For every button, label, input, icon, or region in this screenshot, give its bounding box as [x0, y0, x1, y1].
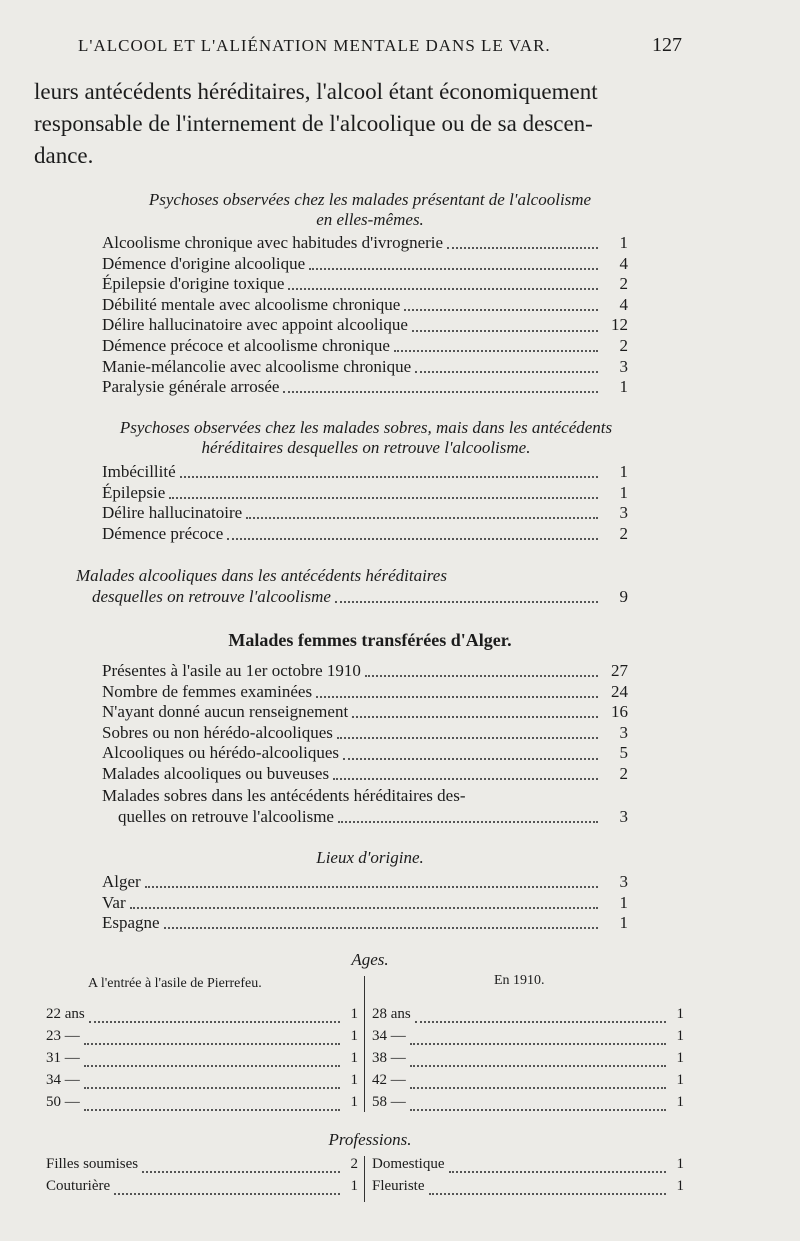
section4-row	[102, 682, 628, 703]
section1-row-value: 4	[619, 294, 628, 314]
intro-line: dance.	[34, 143, 94, 168]
age-entry-row-label: 22 ans	[46, 1006, 85, 1022]
section4-row	[102, 723, 628, 744]
origin-row	[102, 893, 628, 914]
section3-value: 9	[619, 586, 628, 606]
leader-dots	[338, 821, 598, 823]
section1-heading-line: en elles-mêmes.	[316, 210, 424, 229]
section1-row-value: 1	[619, 377, 628, 397]
leader-dots	[84, 1087, 340, 1089]
age-entry-row	[46, 1072, 358, 1094]
leader-dots	[283, 391, 598, 393]
leader-dots	[130, 907, 598, 909]
section2-row-label: Démence précoce	[102, 523, 224, 543]
section4-row-value: 27	[611, 661, 628, 680]
profession-row-value: 1	[676, 1156, 684, 1172]
age-1910-row-label: 58 —	[372, 1094, 406, 1110]
section2-row-label: Épilepsie	[102, 482, 166, 502]
section2-row-label: Délire hallucinatoire	[102, 503, 243, 523]
section1-row	[102, 336, 628, 357]
age-entry-row	[46, 1050, 358, 1072]
age-1910-row	[372, 1006, 684, 1028]
section4-row	[102, 661, 628, 682]
ages-right-caption: En 1910.	[494, 973, 545, 988]
section1-heading-line: Psychoses observées chez les malades présentant de l'alcoolisme	[148, 190, 592, 209]
age-entry-row	[46, 1028, 358, 1050]
age-1910-row-label: 38 —	[372, 1050, 406, 1066]
leader-dots	[429, 1193, 667, 1195]
professions-right-list	[372, 1156, 684, 1200]
leader-dots	[365, 675, 598, 677]
leader-dots	[114, 1193, 340, 1195]
leader-dots	[337, 737, 598, 739]
section2-row-value: 3	[619, 503, 628, 523]
section1-heading	[60, 190, 680, 230]
running-head	[78, 36, 682, 56]
leader-dots	[415, 371, 598, 373]
age-entry-row	[46, 1094, 358, 1116]
section4-row-value: 3	[619, 722, 628, 742]
section4-wrap-line: Malades sobres dans les antécédents héréditaires des-	[102, 786, 466, 805]
section4-list	[102, 661, 628, 785]
leader-dots	[415, 1021, 666, 1023]
leader-dots	[145, 886, 598, 888]
section4-row-label: Alcooliques ou hérédo-alcooliques	[102, 743, 339, 763]
section4-row-value: 2	[619, 763, 628, 783]
professions-heading: Professions.	[328, 1130, 412, 1149]
age-entry-row-label: 31 —	[46, 1050, 80, 1066]
origin-row	[102, 913, 628, 934]
intro-line: responsable de l'internement de l'alcoolique ou de sa descen-	[34, 111, 593, 136]
section4-row-value: 24	[611, 681, 628, 701]
section1-row-value: 1	[619, 233, 628, 252]
section3-line: Malades alcooliques dans les antécédents héréditaires	[76, 566, 447, 585]
origins-heading: Lieux d'origine.	[316, 848, 424, 867]
ages-left-list	[46, 1006, 358, 1116]
age-1910-row-label: 34 —	[372, 1028, 406, 1044]
section4-wrap-label: quelles on retrouve l'alcoolisme	[118, 806, 334, 826]
section3-entry	[76, 566, 628, 607]
section4-row	[102, 764, 628, 785]
age-entry-row	[46, 1006, 358, 1028]
section1-row-label: Paralysie générale arrosée	[102, 377, 280, 397]
section1-row-value: 12	[611, 315, 628, 335]
section4-row-label: Présentes à l'asile au 1er octobre 1910	[102, 661, 361, 680]
profession-row-value: 2	[350, 1156, 358, 1172]
age-entry-row-value: 1	[350, 1094, 358, 1110]
leader-dots	[333, 778, 598, 780]
section1-row-value: 3	[619, 356, 628, 376]
leader-dots	[394, 350, 598, 352]
section2-heading-line: héréditaires desquelles on retrouve l'alcoolisme.	[201, 438, 531, 457]
leader-dots	[142, 1171, 340, 1173]
section1-row	[102, 233, 628, 254]
section4-row	[102, 702, 628, 723]
profession-row	[372, 1156, 684, 1178]
profession-row	[372, 1178, 684, 1200]
section2-row-value: 1	[619, 462, 628, 481]
section2-row-value: 2	[619, 523, 628, 543]
leader-dots	[227, 538, 598, 540]
section2-row	[102, 462, 628, 483]
leader-dots	[84, 1109, 340, 1111]
age-entry-row-value: 1	[350, 1072, 358, 1088]
leader-dots	[447, 247, 598, 249]
age-1910-row-value: 1	[676, 1094, 684, 1110]
section2-row	[102, 524, 628, 545]
age-1910-row	[372, 1072, 684, 1094]
origins-list	[102, 872, 628, 934]
leader-dots	[309, 268, 598, 270]
age-1910-row-value: 1	[676, 1028, 684, 1044]
profession-row-label: Domestique	[372, 1156, 445, 1172]
section2-row-value: 1	[619, 482, 628, 502]
age-entry-row-value: 1	[350, 1006, 358, 1022]
section4-row-label: Malades alcooliques ou buveuses	[102, 763, 330, 783]
ages-left-caption: A l'entrée à l'asile de Pierrefeu.	[88, 976, 262, 991]
intro-paragraph	[34, 76, 682, 172]
section4-row-label: N'ayant donné aucun renseignement	[102, 702, 349, 722]
age-1910-row-value: 1	[676, 1006, 684, 1022]
profession-row-label: Fleuriste	[372, 1178, 425, 1194]
leader-dots	[316, 696, 598, 698]
leader-dots	[169, 497, 598, 499]
age-1910-row-label: 42 —	[372, 1072, 406, 1088]
leader-dots	[343, 758, 598, 760]
section4-row-label: Nombre de femmes examinées	[102, 681, 313, 701]
age-entry-row-value: 1	[350, 1050, 358, 1066]
origin-row-label: Espagne	[102, 913, 160, 933]
age-1910-row-value: 1	[676, 1050, 684, 1066]
age-entry-row-label: 50 —	[46, 1094, 80, 1110]
professions-left-list	[46, 1156, 358, 1200]
profession-row	[46, 1156, 358, 1178]
profession-row-value: 1	[350, 1178, 358, 1194]
section4-wrap-row	[102, 807, 628, 828]
ages-right-list	[372, 1006, 684, 1116]
section1-row-label: Délire hallucinatoire avec appoint alcoolique	[102, 315, 408, 335]
age-entry-row-value: 1	[350, 1028, 358, 1044]
age-1910-row-value: 1	[676, 1072, 684, 1088]
leader-dots	[410, 1065, 666, 1067]
leader-dots	[84, 1065, 340, 1067]
intro-line: leurs antécédents héréditaires, l'alcool étant économiquement	[34, 79, 598, 104]
leader-dots	[288, 288, 598, 290]
origin-row-value: 1	[619, 913, 628, 933]
section4-row-label: Sobres ou non hérédo-alcooliques	[102, 722, 333, 742]
section4-row	[102, 743, 628, 764]
section1-row-label: Démence d'origine alcoolique	[102, 253, 306, 273]
age-entry-row-label: 34 —	[46, 1072, 80, 1088]
leader-dots	[410, 1087, 666, 1089]
section1-row-label: Démence précoce et alcoolisme chronique	[102, 335, 390, 355]
column-divider	[364, 976, 365, 1112]
section3-label: desquelles on retrouve l'alcoolisme	[92, 586, 331, 606]
section4-wrap-entry	[102, 786, 628, 827]
section4-row-value: 16	[611, 702, 628, 722]
leader-dots	[246, 517, 598, 519]
age-1910-row	[372, 1094, 684, 1116]
section4-row-value: 5	[619, 743, 628, 763]
section1-row	[102, 274, 628, 295]
section1-row-label: Épilepsie d'origine toxique	[102, 274, 285, 294]
section1-row-value: 4	[619, 253, 628, 273]
section2-row-label: Imbécillité	[102, 462, 176, 481]
age-entry-row-label: 23 —	[46, 1028, 80, 1044]
leader-dots	[89, 1021, 340, 1023]
section1-row	[102, 315, 628, 336]
section2-heading	[46, 418, 686, 458]
origin-row-label: Var	[102, 892, 126, 912]
origin-row-label: Alger	[102, 872, 141, 891]
section1-row-label: Manie-mélancolie avec alcoolisme chronique	[102, 356, 412, 376]
profession-row	[46, 1178, 358, 1200]
origin-row	[102, 872, 628, 893]
page-number: 127	[652, 34, 682, 56]
ages-heading: Ages.	[351, 950, 389, 969]
leader-dots	[404, 309, 598, 311]
section1-row	[102, 377, 628, 398]
section1-row	[102, 295, 628, 316]
section4-heading: Malades femmes transférées d'Alger.	[228, 630, 512, 650]
leader-dots	[164, 927, 598, 929]
section2-list	[102, 462, 628, 544]
leader-dots	[410, 1043, 666, 1045]
section1-row	[102, 254, 628, 275]
age-1910-row	[372, 1028, 684, 1050]
profession-row-label: Filles soumises	[46, 1156, 139, 1172]
leader-dots	[449, 1171, 667, 1173]
origin-row-value: 1	[619, 892, 628, 912]
section4-wrap-value: 3	[619, 806, 628, 826]
section1-row-label: Alcoolisme chronique avec habitudes d'ivrognerie	[102, 233, 444, 252]
running-head-title: L'ALCOOL ET L'ALIÉNATION MENTALE DANS LE VAR.	[78, 36, 551, 55]
age-1910-row	[372, 1050, 684, 1072]
age-1910-row-label: 28 ans	[372, 1006, 411, 1022]
leader-dots	[410, 1109, 666, 1111]
section1-row-value: 2	[619, 274, 628, 294]
section1-row	[102, 357, 628, 378]
profession-row-value: 1	[676, 1178, 684, 1194]
profession-row-label: Couturière	[46, 1178, 111, 1194]
leader-dots	[412, 330, 598, 332]
section1-row-label: Débilité mentale avec alcoolisme chronique	[102, 294, 401, 314]
leader-dots	[84, 1043, 340, 1045]
section2-row	[102, 503, 628, 524]
column-divider	[364, 1156, 365, 1202]
origin-row-value: 3	[619, 872, 628, 891]
section1-list	[102, 233, 628, 398]
section2-heading-line: Psychoses observées chez les malades sobres, mais dans les antécédents	[119, 418, 613, 437]
leader-dots	[352, 716, 598, 718]
leader-dots	[180, 476, 598, 478]
section3-row	[76, 587, 628, 608]
section1-row-value: 2	[619, 335, 628, 355]
leader-dots	[335, 601, 598, 603]
section2-row	[102, 483, 628, 504]
